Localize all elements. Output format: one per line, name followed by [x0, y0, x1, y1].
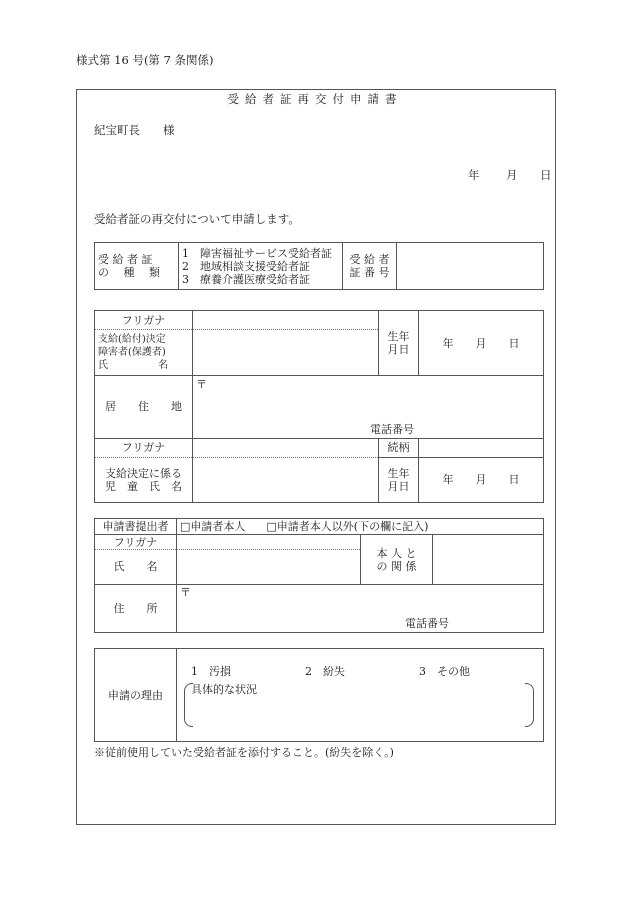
recipient-address-label: 居 住 地 — [95, 376, 193, 438]
submitter-phone-label: 電話番号 — [405, 617, 449, 630]
reason-bracket-right — [525, 683, 534, 727]
certificate-option-3[interactable]: 3 療養介護医療受給者証 — [182, 272, 310, 286]
recipient-postal-mark: 〒 — [196, 378, 207, 392]
relationship-label: 続柄 — [379, 438, 419, 457]
certificate-number-label — [343, 243, 397, 290]
child-name-label-line1: 支給決定に係る — [105, 466, 182, 480]
child-furigana-label: フリガナ — [95, 438, 193, 457]
reason-bracket-left — [184, 683, 193, 727]
child-name-field[interactable] — [193, 457, 379, 502]
submitter-relation-label — [361, 535, 433, 584]
recipient-furigana-field[interactable] — [193, 311, 379, 330]
reason-detail-label: 具体的な状況 — [191, 683, 257, 696]
form-number: 様式第 16 号(第 7 条関係) — [76, 53, 214, 67]
submitter-address-field[interactable] — [177, 584, 544, 632]
certificate-type-label — [95, 243, 179, 290]
recipient-furigana-label: フリガナ — [95, 311, 193, 330]
child-birth-label — [379, 457, 419, 502]
submitter-name-label: 氏 名 — [95, 549, 177, 584]
date-month-label: 月 — [506, 168, 518, 182]
certificate-number-label-line1: 受 給 者 — [349, 253, 390, 266]
recipient-name-label-line3: 氏 名 — [98, 360, 168, 372]
certificate-type-options[interactable] — [179, 243, 343, 290]
child-birth-label-line1: 生年 — [387, 466, 410, 480]
submitter-label: 申請書提出者 — [95, 519, 177, 535]
submitter-furigana-field[interactable] — [177, 535, 361, 549]
certificate-number-label-line2: 証 番 号 — [349, 266, 390, 279]
reason-table — [94, 648, 544, 742]
reason-option-1[interactable]: 1 汚損 — [191, 665, 231, 678]
recipient-name-field[interactable] — [193, 330, 379, 376]
submitter-furigana-label: フリガナ — [95, 535, 177, 549]
form-title: 受給者証再交付申請書 — [227, 92, 403, 106]
recipient-name-label-line2: 障害者(保護者) — [98, 347, 166, 359]
recipient-address-field[interactable] — [193, 376, 544, 438]
submitter-table — [94, 518, 544, 633]
submitter-options[interactable] — [177, 519, 544, 535]
certificate-option-2[interactable]: 2 地域相談支援受給者証 — [182, 259, 310, 273]
certificate-number-field[interactable] — [397, 243, 544, 290]
attachment-note: ※従前使用していた受給者証を添付すること。(紛失を除く。) — [94, 746, 394, 759]
reason-field[interactable] — [177, 649, 544, 742]
recipient-birth-label-line1: 生年 — [387, 330, 410, 344]
recipient-birth-label-line2: 月日 — [387, 343, 410, 357]
date-day-label: 日 — [540, 168, 552, 182]
recipient-name-label-line1: 支給(給付)決定 — [98, 334, 166, 346]
recipient-name-label — [95, 330, 193, 376]
submitter-option-other[interactable]: □申請者本人以外(下の欄に記入) — [266, 520, 429, 534]
recipient-table — [94, 310, 544, 503]
submitter-address-label: 住 所 — [95, 584, 177, 632]
relationship-field[interactable] — [419, 438, 544, 457]
recipient-birth-label — [379, 311, 419, 376]
intro-text: 受給者証の再交付について申請します。 — [94, 212, 300, 226]
submitter-option-self[interactable]: □申請者本人 — [180, 520, 246, 534]
child-birth-label-line2: 月日 — [387, 479, 410, 493]
recipient-phone-label: 電話番号 — [370, 422, 414, 436]
addressee: 紀宝町長 様 — [94, 123, 175, 137]
reason-option-2[interactable]: 2 紛失 — [305, 665, 345, 678]
certificate-option-1[interactable]: 1 障害福祉サービス受給者証 — [182, 246, 332, 260]
submitter-relation-label-line1: 本 人 と — [376, 546, 417, 560]
child-name-label — [95, 457, 193, 502]
submitter-name-field[interactable] — [177, 549, 361, 584]
submitter-postal-mark: 〒 — [180, 585, 191, 599]
child-name-label-line2: 児 童 氏 名 — [105, 479, 182, 493]
submitter-relation-field[interactable] — [433, 535, 544, 584]
certificate-table — [94, 242, 544, 290]
certificate-type-label-line2: の 種 類 — [98, 266, 160, 279]
child-birth-date[interactable]: 年 月 日 — [419, 457, 544, 502]
child-furigana-field[interactable] — [193, 438, 379, 457]
recipient-birth-date[interactable]: 年 月 日 — [419, 311, 544, 376]
reason-label: 申請の理由 — [95, 649, 177, 742]
certificate-type-label-line1: 受 給 者 証 — [98, 253, 153, 266]
submitter-relation-label-line2: の 関 係 — [376, 559, 417, 573]
date-year-label: 年 — [468, 168, 480, 182]
reason-option-3[interactable]: 3 その他 — [419, 665, 470, 678]
